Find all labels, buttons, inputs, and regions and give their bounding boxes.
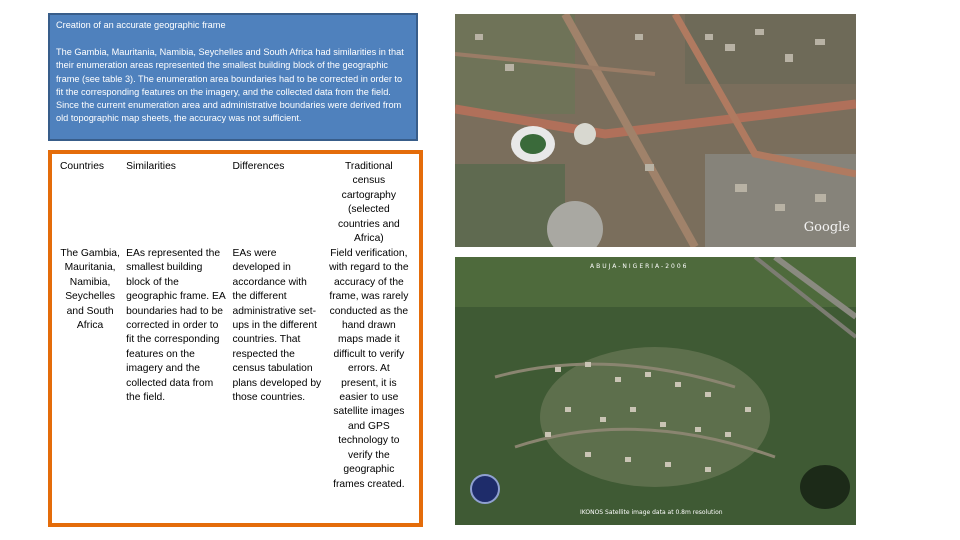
table-header-row (58, 160, 413, 247)
abuja-aerial-picture (455, 257, 856, 525)
abuja-image-title: ABUJA-NIGERIA-2006 (590, 263, 689, 270)
table-row (58, 247, 413, 492)
info-title: Creation of an accurate geographic frame (56, 20, 226, 30)
comparison-table (58, 160, 413, 492)
info-box (48, 13, 418, 141)
cell-traditional: Field verification, with regard to the accuracy of the frame, was rarely conducted as the hand drawn maps made it difficult to verify errors. At present, it is easier to use satellite images and GPS technology to verify the geographic frames created. (329, 248, 409, 490)
header-traditional: Traditional census cartography (selected countries and Africa) (337, 161, 400, 245)
info-body: The Gambia, Mauritania, Namibia, Seychelles and South Africa had similarities in that their enumeration areas represented the smallest building block of the geographic frame (see table 3). The enumeration area boundaries had to be corrected in order to fit the corresponding features on the imagery, and the collected data from the field. Since the current enumeration area and administrative boundaries were derived from old topographic map sheets, the accuracy was not sufficient. (56, 47, 404, 124)
cell-similarities: EAs represented the smallest building block of the geographic frame. EA boundaries had to be corrected in order to fit the corresponding features on the imagery and the collected data from the field. (126, 248, 226, 404)
header-similarities: Similarities (126, 161, 176, 172)
satellite-image-stadium (455, 14, 856, 247)
header-differences: Differences (232, 161, 285, 172)
header-countries: Countries (60, 161, 105, 172)
ikonos-credit: IKONOS Satellite image data at 0.8m resolution (580, 509, 723, 516)
cell-differences: EAs were developed in accordance with the different administrative set-ups in the different countries. That respected the census tabulation plans developed by those countries. (232, 248, 322, 404)
satellite-image-abuja (455, 257, 856, 525)
comparison-table-frame (48, 150, 423, 527)
cell-countries: The Gambia, Mauritania, Namibia, Seychelles and South Africa (60, 248, 120, 332)
stadium-aerial-picture (455, 14, 856, 247)
google-watermark: Google (803, 220, 850, 235)
